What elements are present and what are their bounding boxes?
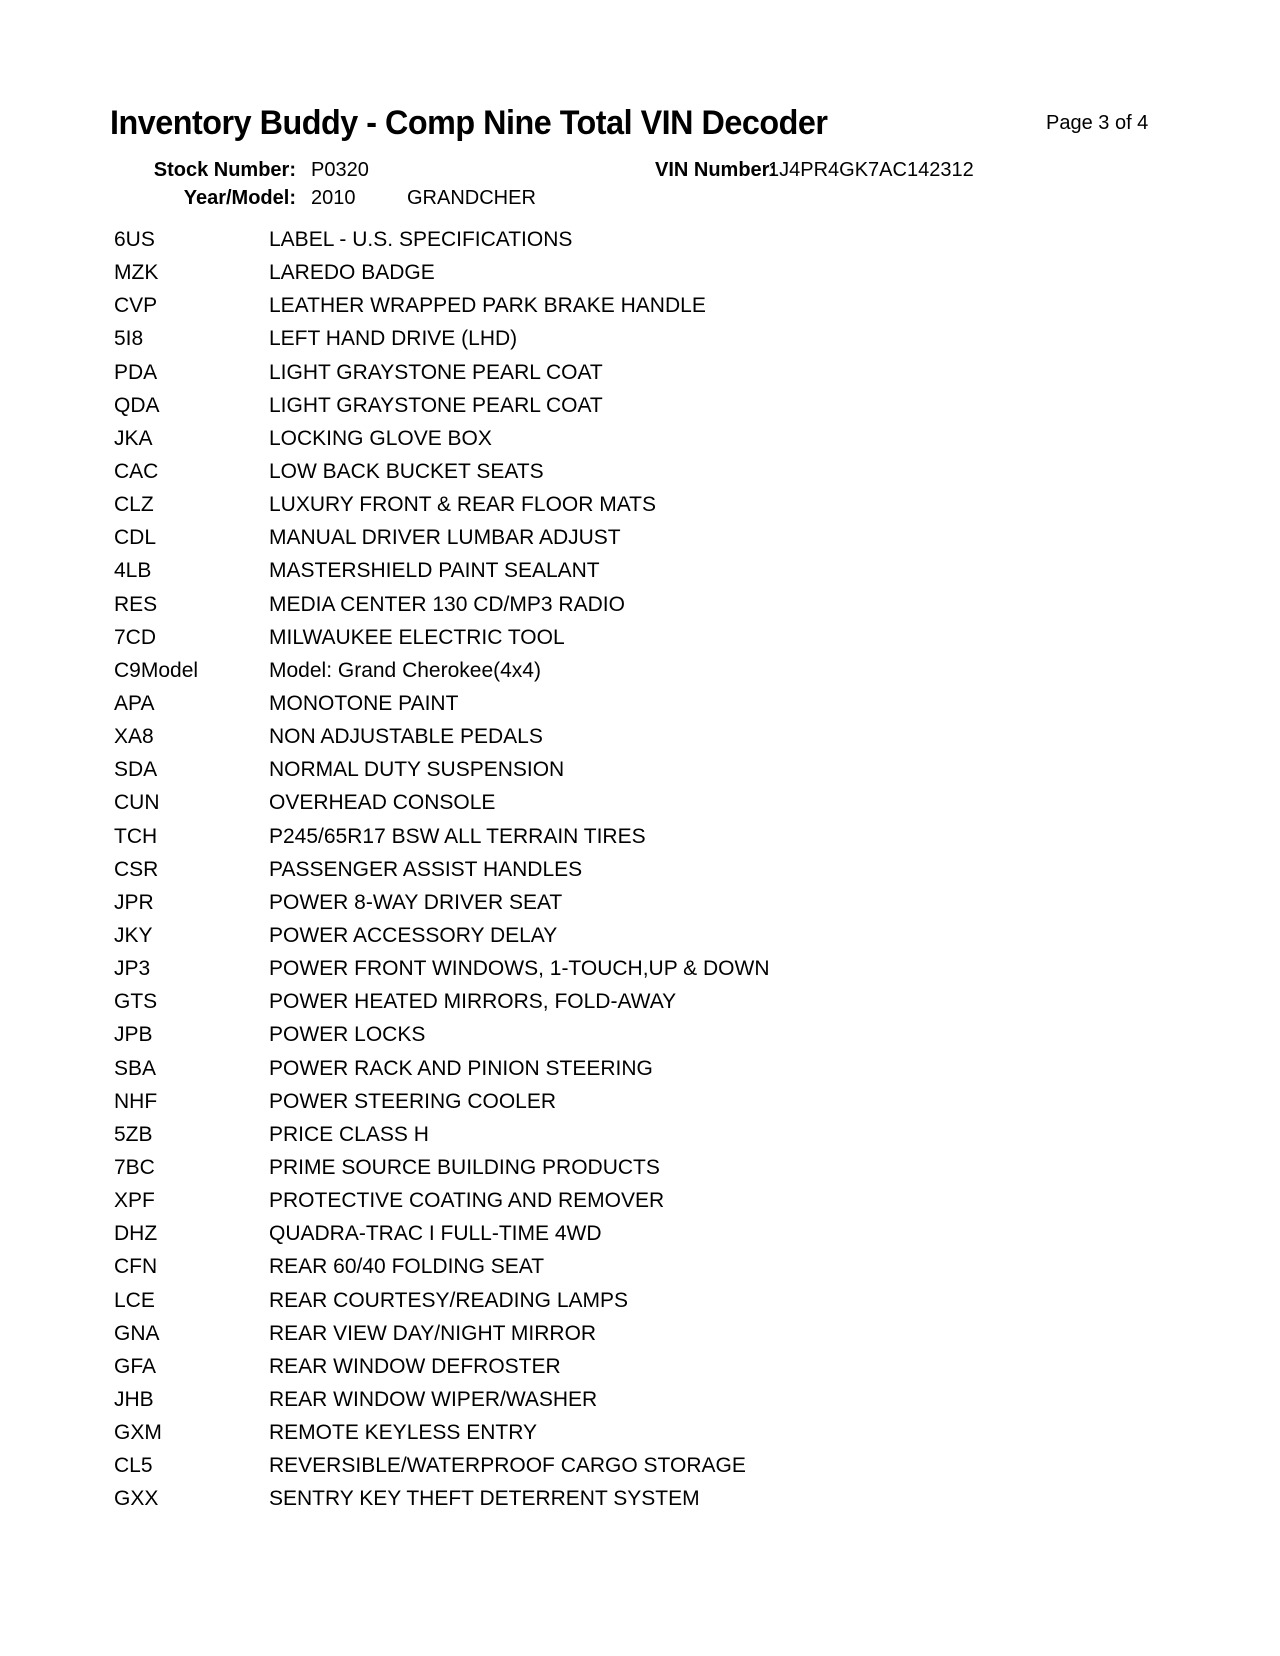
page-number: Page 3 of 4 [1046,112,1149,134]
option-description: MILWAUKEE ELECTRIC TOOL [269,625,565,649]
option-code: GXX [114,1487,159,1511]
option-row [0,588,1280,621]
option-code: GNA [114,1321,160,1345]
stock-number-value: P0320 [311,159,369,181]
option-code: C9Model [114,658,199,682]
option-description: LOW BACK BUCKET SEATS [269,459,544,483]
stock-number-label: Stock Number: [153,159,296,181]
option-description: MASTERSHIELD PAINT SEALANT [269,559,600,583]
option-code: 5ZB [114,1122,153,1146]
option-row [0,488,1280,521]
option-description: PRIME SOURCE BUILDING PRODUCTS [269,1155,660,1179]
option-description: REMOTE KEYLESS ENTRY [269,1421,538,1445]
option-row [0,820,1280,853]
option-row [0,1350,1280,1383]
option-description: LAREDO BADGE [269,261,435,285]
option-row [0,853,1280,886]
option-row [0,1284,1280,1317]
option-description: REAR 60/40 FOLDING SEAT [269,1255,545,1279]
option-code: JKA [114,426,153,450]
option-description: LOCKING GLOVE BOX [269,426,492,450]
option-row [0,952,1280,985]
year-model-label: Year/Model: [183,187,296,209]
option-code: JPB [114,1023,153,1047]
option-row [0,753,1280,786]
option-description: POWER LOCKS [269,1023,426,1047]
option-row [0,455,1280,488]
option-code: LCE [114,1288,155,1312]
option-description: MANUAL DRIVER LUMBAR ADJUST [269,526,621,550]
option-row [0,1118,1280,1151]
option-code: PDA [114,360,158,384]
option-row [0,1482,1280,1515]
option-code: 4LB [114,559,152,583]
option-description: LEATHER WRAPPED PARK BRAKE HANDLE [269,294,706,318]
option-code: QDA [114,393,160,417]
option-row [0,1018,1280,1051]
option-description: LEFT HAND DRIVE (LHD) [269,327,518,351]
option-description: QUADRA-TRAC I FULL-TIME 4WD [269,1222,602,1246]
option-row [0,687,1280,720]
option-description: PRICE CLASS H [269,1122,429,1146]
option-row [0,720,1280,753]
option-description: POWER HEATED MIRRORS, FOLD-AWAY [269,990,677,1014]
option-description: LIGHT GRAYSTONE PEARL COAT [269,360,603,384]
option-code: CVP [114,294,158,318]
year-value: 2010 [311,187,356,209]
option-row [0,1184,1280,1217]
option-row [0,356,1280,389]
option-description: POWER STEERING COOLER [269,1089,557,1113]
option-row [0,786,1280,819]
option-code: GFA [114,1354,157,1378]
option-row [0,322,1280,355]
model-value: GRANDCHER [407,187,536,209]
option-row [0,1052,1280,1085]
vin-number-label: VIN Number: [655,159,777,181]
option-row [0,1250,1280,1283]
option-code: 7BC [114,1155,155,1179]
option-code: CLZ [114,493,154,517]
option-row [0,554,1280,587]
option-code: MZK [114,261,159,285]
option-code: 6US [114,228,155,251]
option-row [0,289,1280,322]
option-code: RES [114,592,158,616]
option-description: MONOTONE PAINT [269,691,459,715]
option-row [0,621,1280,654]
option-code: DHZ [114,1222,158,1246]
option-row [0,389,1280,422]
option-code: SDA [114,758,158,782]
vin-number-value: 1J4PR4GK7AC142312 [768,159,974,181]
option-code: CUN [114,791,160,815]
option-row [0,1317,1280,1350]
option-row [0,422,1280,455]
option-description: REAR WINDOW WIPER/WASHER [269,1387,598,1411]
option-row [0,654,1280,687]
option-description: POWER ACCESSORY DELAY [269,923,558,947]
option-description: LUXURY FRONT & REAR FLOOR MATS [269,493,657,517]
option-description: NON ADJUSTABLE PEDALS [269,725,543,749]
option-code: SBA [114,1056,157,1080]
option-description: Model: Grand Cherokee(4x4) [269,658,541,682]
option-code: 7CD [114,625,157,649]
option-code: XA8 [114,725,154,749]
option-code: NHF [114,1089,158,1113]
option-row [0,886,1280,919]
option-row [0,1085,1280,1118]
option-code: GXM [114,1421,162,1445]
page-title: Inventory Buddy - Comp Nine Total VIN Decoder [110,104,828,142]
option-code: JHB [114,1387,154,1411]
options-list [0,223,1280,1515]
option-code: XPF [114,1189,155,1213]
option-description: POWER RACK AND PINION STEERING [269,1056,653,1080]
option-row [0,256,1280,289]
option-code: TCH [114,824,158,848]
option-description: POWER 8-WAY DRIVER SEAT [269,890,563,914]
option-description: REAR VIEW DAY/NIGHT MIRROR [269,1321,597,1345]
option-code: JPR [114,890,154,914]
option-row [0,223,1280,256]
option-description: P245/65R17 BSW ALL TERRAIN TIRES [269,824,646,848]
option-row [0,1151,1280,1184]
option-code: JKY [114,923,153,947]
option-row [0,985,1280,1018]
option-description: REAR COURTESY/READING LAMPS [269,1288,629,1312]
option-code: CL5 [114,1454,153,1478]
option-code: JP3 [114,957,151,981]
option-description: SENTRY KEY THEFT DETERRENT SYSTEM [269,1487,700,1511]
option-description: POWER FRONT WINDOWS, 1-TOUCH,UP & DOWN [269,957,770,981]
option-row [0,919,1280,952]
option-row [0,1449,1280,1482]
option-description: MEDIA CENTER 130 CD/MP3 RADIO [269,592,625,616]
option-code: CDL [114,526,157,550]
option-description: NORMAL DUTY SUSPENSION [269,758,565,782]
option-description: LIGHT GRAYSTONE PEARL COAT [269,393,603,417]
option-description: REAR WINDOW DEFROSTER [269,1354,561,1378]
option-code: 5I8 [114,327,144,351]
option-description: PASSENGER ASSIST HANDLES [269,857,583,881]
option-row [0,1416,1280,1449]
option-description: PROTECTIVE COATING AND REMOVER [269,1189,665,1213]
option-row [0,1217,1280,1250]
option-row [0,1383,1280,1416]
option-description: REVERSIBLE/WATERPROOF CARGO STORAGE [269,1454,746,1478]
option-code: CFN [114,1255,158,1279]
option-description: LABEL - U.S. SPECIFICATIONS [269,228,573,251]
option-code: CSR [114,857,159,881]
option-description: OVERHEAD CONSOLE [269,791,496,815]
option-code: APA [114,691,155,715]
option-row [0,521,1280,554]
option-code: CAC [114,459,159,483]
option-code: GTS [114,990,158,1014]
